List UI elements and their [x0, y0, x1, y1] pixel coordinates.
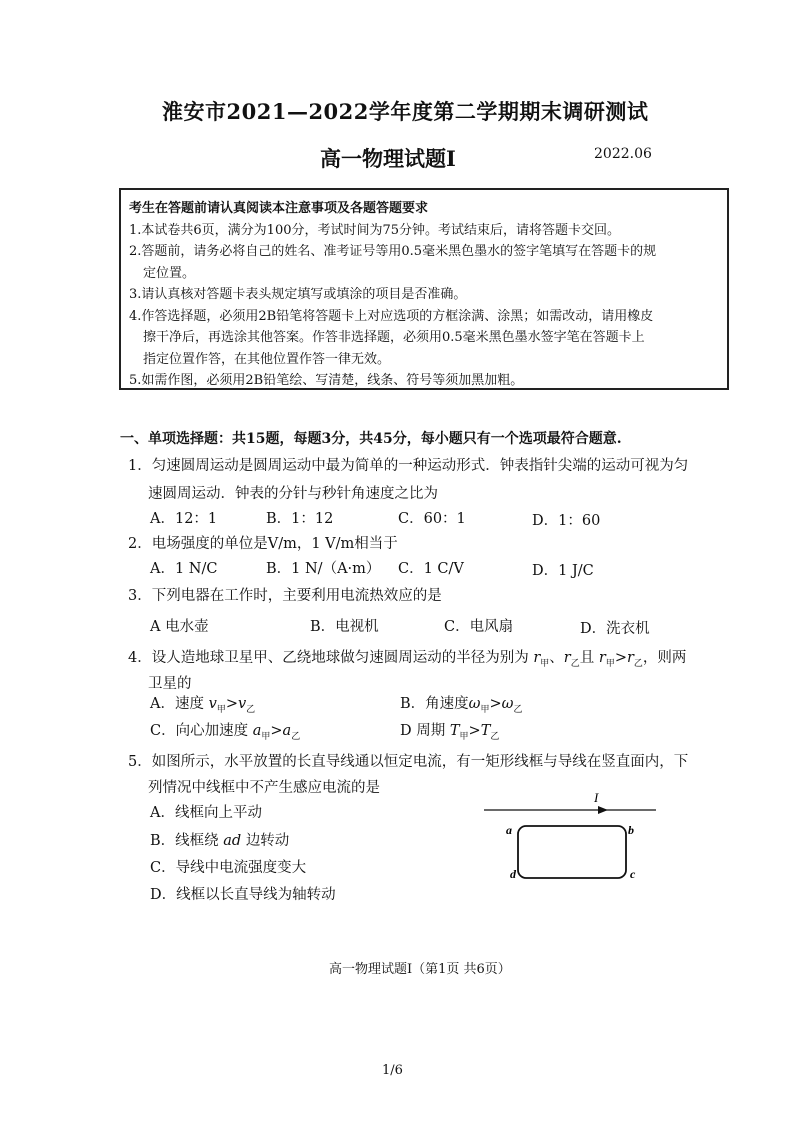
notice-line: 擦干净后，再选涂其他答案。作答非选择题，必须用0.5毫米黑色墨水签字笔在答题卡上 [143, 330, 645, 345]
q5-option-b: B．线框绕 ad 边转动 [150, 833, 290, 849]
q2-stem: 2．电场强度的单位是V/m，1 V/m相当于 [128, 536, 398, 552]
exam-title: 淮安市2021—2022学年度第二学期期末调研测试 [162, 99, 649, 124]
notice-box [119, 188, 729, 390]
q5-option-d: D．线框以长直导线为轴转动 [150, 887, 336, 903]
q4-option-a: A．速度 $v_甲>v_乙$ [150, 696, 256, 715]
notice-line: 指定位置作答，在其他位置作答一律无效。 [143, 351, 391, 367]
q1-option-c: C．60：1 [398, 511, 466, 527]
q3-option-a: A 电水壶 [150, 619, 209, 635]
corner-a-label: a [506, 823, 512, 837]
q3-option-c: C．电风扇 [444, 619, 514, 635]
q5-option-a: A．线框向上平动 [150, 805, 262, 821]
notice-line: 5.如需作图，必须用2B铅笔绘、写清楚，线条、符号等须加黑加粗。 [129, 373, 524, 388]
q3-option-b: B．电视机 [310, 619, 379, 635]
notice-line: 定位置。 [143, 265, 196, 281]
q2-option-a: A．1 N/C [150, 561, 218, 577]
notice-line: 3.请认真核对答题卡表头规定填写或填涂的项目是否准确。 [129, 287, 467, 302]
q3-stem: 3．下列电器在工作时，主要利用电流热效应的是 [128, 588, 442, 604]
q4-option-b: B．角速度$\omega_甲>\omega_乙$ [400, 696, 523, 715]
corner-d-label: d [510, 867, 516, 881]
q4-stem-line2: 卫星的 [148, 676, 192, 692]
current-label: I [594, 790, 599, 805]
page-number: 1/6 [382, 1063, 403, 1078]
q4-stem-line1: 4．设人造地球卫星甲、乙绕地球做匀速圆周运动的半径为别为 $r_甲$、$r_乙$且 $r_甲>r_乙$，则两 [128, 650, 687, 669]
current-arrow [598, 806, 608, 814]
wire-frame [518, 826, 626, 878]
q1-option-b: B．1：12 [266, 511, 334, 527]
section-heading: 一、单项选择题：共15题，每题3分，共45分，每小题只有一个选项最符合题意. [120, 431, 622, 447]
corner-c-label: c [630, 867, 636, 881]
notice-line: 4.作答选择题，必须用2B铅笔将答题卡上对应选项的方框涂满、涂黑；如需改动，请用橡皮 [129, 308, 654, 324]
corner-b-label: b [628, 823, 634, 837]
exam-date: 2022.06 [594, 146, 652, 162]
q1-option-d: D．1：60 [532, 513, 601, 529]
q3-option-d: D．洗衣机 [580, 621, 650, 637]
q1-option-a: A．12：1 [150, 511, 218, 527]
q1-stem-line2: 速圆周运动．钟表的分针与秒针角速度之比为 [148, 486, 438, 502]
notice-line: 1.本试卷共6页，满分为100分，考试时间为75分钟。考试结束后，请将答题卡交回。 [129, 222, 621, 238]
q2-option-d: D．1 J/C [532, 563, 594, 579]
notice-heading: 考生在答题前请认真阅读本注意事项及各题答题要求 [129, 201, 429, 216]
q5-figure [480, 790, 670, 890]
q2-option-b: B．1 N/（A·m） [266, 561, 381, 577]
q2-option-c: C．1 C/V [398, 561, 464, 577]
q5-stem-line2: 列情况中线框中不产生感应电流的是 [148, 780, 380, 796]
q5-stem-line1: 5．如图所示，水平放置的长直导线通以恒定电流，有一矩形线框与导线在竖直面内，下 [128, 754, 689, 770]
q4-option-d: D 周期 $T_甲>T_乙$ [400, 723, 500, 742]
notice-line: 2.答题前，请务必将自己的姓名、准考证号等用0.5毫米黑色墨水的签字笔填写在答题卡的规 [129, 244, 657, 259]
q5-option-c: C．导线中电流强度变大 [150, 860, 307, 876]
q4-option-c: C．向心加速度 $a_甲>a_乙$ [150, 723, 301, 742]
page-footer: 高一物理试题Ⅰ（第1页 共6页） [329, 962, 511, 977]
q1-stem-line1: 1．匀速圆周运动是圆周运动中最为简单的一种运动形式．钟表指针尖端的运动可视为匀 [128, 458, 689, 474]
exam-subtitle: 高一物理试题Ⅰ [320, 146, 456, 171]
